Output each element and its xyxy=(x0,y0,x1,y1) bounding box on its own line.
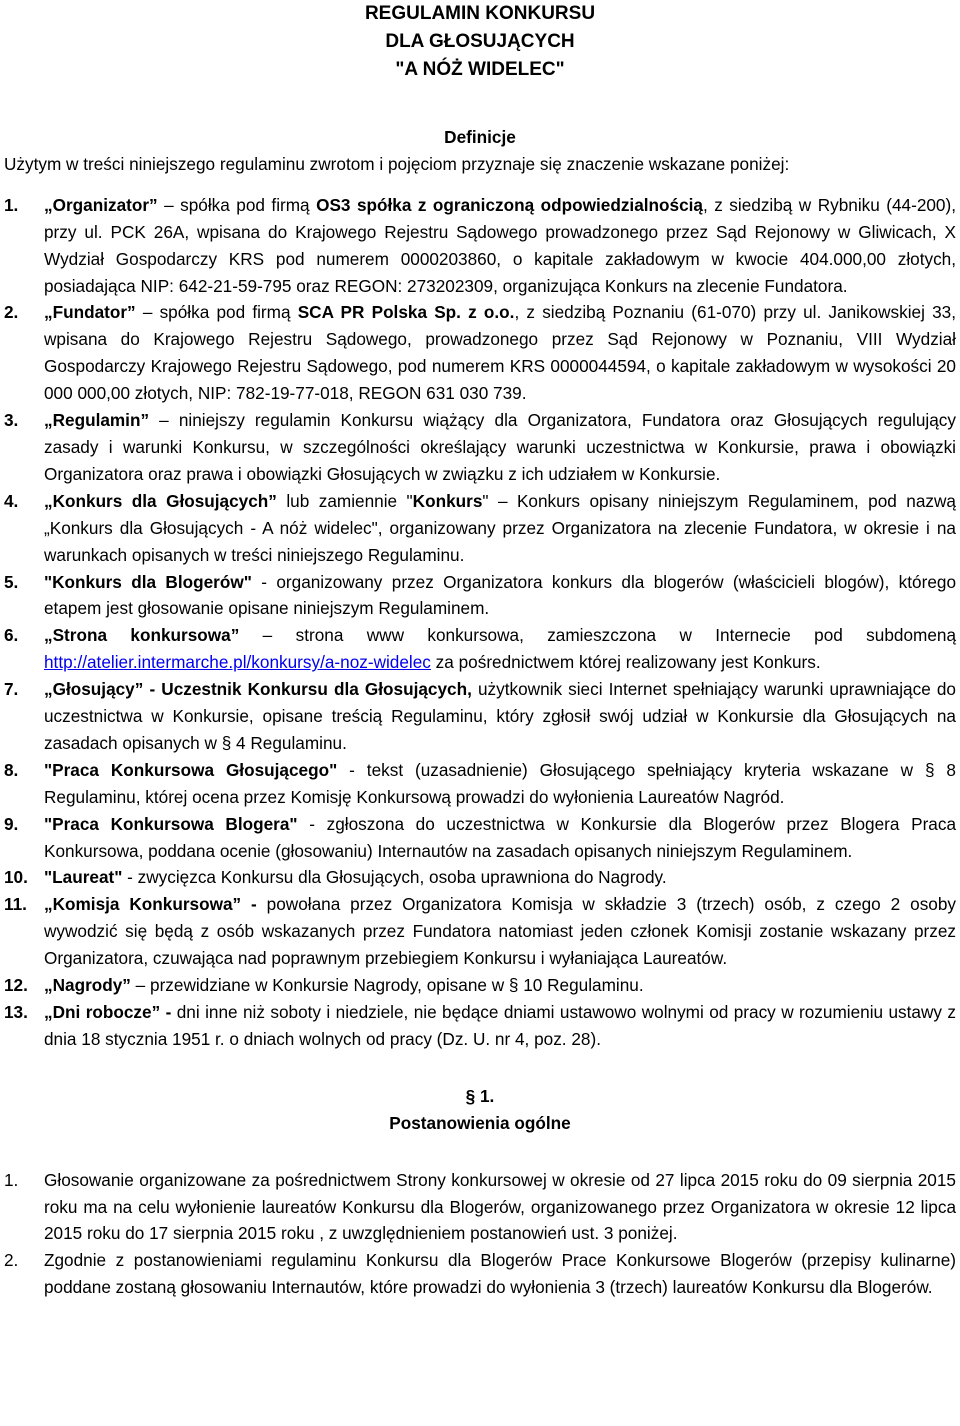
general-provisions-list xyxy=(4,1167,956,1302)
title-line-1: REGULAMIN KONKURSU xyxy=(364,3,596,24)
definition-term: „Organizator” xyxy=(44,194,158,215)
item-number: 8. xyxy=(4,759,19,780)
item-number: 6. xyxy=(4,625,19,646)
definitions-list xyxy=(4,192,956,1053)
title-line-3: "A NÓŻ WIDELEC" xyxy=(395,59,565,80)
item-number: 3. xyxy=(4,410,19,431)
definition-item: 13. „Dni robocze” - dni inne niż soboty i niedziele, nie będące dniami ustawowo wolnymi od pracy w rozumieniu ustawy z dnia 18 stycznia 1951 r. o dniach wolnych od pracy (Dz. U. nr 4, poz. 28). xyxy=(4,999,956,1053)
definition-item: 11. „Komisja Konkursowa” - powołana przez Organizatora Komisja w składzie 3 (trzech) osób, z czego 2 osoby wywodzić się będą z osób wskazanych przez Fundatora natomiast jeden członek Komisji zostanie wskazany przez Organizatora, czuwająca nad poprawnym przebiegiem Konkursu i wyłaniająca Laureatów. xyxy=(4,891,956,972)
provision-item xyxy=(4,1167,956,1248)
provision-item xyxy=(4,1247,956,1301)
definition-item: 5. "Konkurs dla Blogerów" - organizowany przez Organizatora konkurs dla blogerów (właścicieli blogów), którego etapem jest głosowanie opisane niniejszym Regulaminem. xyxy=(4,569,956,623)
item-number: 13. xyxy=(4,1002,28,1022)
definition-term: „Strona konkursowa” xyxy=(44,625,240,646)
contest-page-link[interactable]: http://atelier.intermarche.pl/konkursy/a-noz-widelec xyxy=(44,652,431,673)
definition-term: „Konkurs dla Głosujących” xyxy=(44,490,277,511)
title-line-2: DLA GŁOSUJĄCYCH xyxy=(385,31,575,52)
provision-text: Głosowanie organizowane za pośrednictwem Strony konkursowej w okresie od 27 lipca 2015 roku do 09 sierpnia 2015 roku ma na celu wyłonienie laureatów Konkursu dla Blogerów, organizowanego przez Organizatora w okresie 12 lipca 2015 roku do 17 sierpnia 2015 roku , z uwzględnieniem postanowień ust. 3 poniżej. xyxy=(44,1169,956,1244)
item-number: 9. xyxy=(4,813,19,834)
definition-item: 4. „Konkurs dla Głosujących” lub zamiennie "Konkurs" – Konkurs opisany niniejszym Regulaminem, pod nazwą „Konkurs dla Głosujących - A nóż widelec", organizowany przez Organizatora na zlecenie Fundatora, w okresie i na warunkach opisanych w treści niniejszego Regulaminu. xyxy=(4,488,956,569)
definitions-heading: Definicje xyxy=(444,127,516,147)
item-number: 10. xyxy=(4,867,28,888)
definition-item: 12. „Nagrody” – przewidziane w Konkursie Nagrody, opisane w § 10 Regulaminu. xyxy=(4,972,956,999)
definition-item: 1. „Organizator” – spółka pod firmą OS3 spółka z ograniczoną odpowiedzialnością, z siedzibą w Rybniku (44-200), przy ul. PCK 26A, wpisana do Krajowego Rejestru Sądowego prowadzonego przez Sąd Rejonowy w Gliwicach, X Wydział Gospodarczy KRS pod numerem 0000203860, o kapitale zakładowym w kwocie 404.000,00 złotych, posiadająca NIP: 642-21-59-795 oraz REGON: 273202309, organizująca Konkurs na zlecenie Fundatora. xyxy=(4,192,956,300)
definition-term: „Nagrody” xyxy=(44,975,131,996)
item-number: 1. xyxy=(4,1169,19,1190)
item-number: 4. xyxy=(4,490,19,511)
item-number: 12. xyxy=(4,975,28,996)
provision-text: Zgodnie z postanowieniami regulaminu Konkursu dla Blogerów Prace Konkursowe Blogerów (przepisy kulinarne) poddane zostaną głosowaniu Internautów, które prowadzi do wyłonienia 3 (trzech) laureatów Konkursu dla Blogerów. xyxy=(44,1250,956,1298)
definition-term: „Fundator” xyxy=(44,302,136,323)
definition-term: "Laureat" xyxy=(44,867,123,888)
definition-item: 6. „Strona konkursowa” – strona www konkursowa, zamieszczona w Internecie pod subdomeną http://atelier.intermarche.pl/konkursy/a-noz-widelec za pośrednictwem której realizowany jest Konkurs. xyxy=(4,622,956,676)
definition-item: 8. "Praca Konkursowa Głosującego" - tekst (uzasadnienie) Głosującego spełniający kryteria wskazane w § 8 Regulaminu, której ocena przez Komisję Konkursową prowadzi do wyłonienia Laureatów Nagród. xyxy=(4,757,956,811)
definition-term: „Komisja Konkursowa” - xyxy=(44,894,257,915)
definition-term: „Regulamin” xyxy=(44,410,150,431)
definitions-intro: Użytym w treści niniejszego regulaminu zwrotom i pojęciom przyznaje się znaczenie wskazane poniżej: xyxy=(4,153,790,174)
definition-term: "Praca Konkursowa Blogera" xyxy=(44,813,298,834)
definition-item: 7. „Głosujący” - Uczestnik Konkursu dla Głosujących, użytkownik sieci Internet spełniający warunki uprawniające do uczestnictwa w Konkursie, opisane treścią Regulaminu, który zgłosił swój udział w Konkursie dla Głosujących na zasadach opisanych w § 4 Regulaminu. xyxy=(4,676,956,757)
section-heading: Postanowienia ogólne xyxy=(389,1112,571,1133)
definition-item: 9. "Praca Konkursowa Blogera" - zgłoszona do uczestnictwa w Konkursie dla Blogerów przez Blogera Praca Konkursowa, poddana ocenie (głosowaniu) Internautów na zasadach opisanych niniejszym Regulaminem. xyxy=(4,811,956,865)
definition-item: 3. „Regulamin” – niniejszy regulamin Konkursu wiążący dla Organizatora, Fundatora oraz Głosujących regulujący zasady i warunki Konkursu, w szczególności określający warunki uczestnictwa w Konkursie, prawa i obowiązki Organizatora oraz prawa i obowiązki Głosujących w związku z ich udziałem w Konkursie. xyxy=(4,407,956,488)
definition-term: „Dni robocze” - xyxy=(44,1002,172,1022)
definition-term: „Głosujący” - Uczestnik Konkursu dla Głosujących, xyxy=(44,679,472,700)
item-number: 2. xyxy=(4,302,19,323)
definition-item: 2. „Fundator” – spółka pod firmą SCA PR Polska Sp. z o.o., z siedzibą Poznaniu (61-070) przy ul. Janikowskiej 33, wpisana do Krajowego Rejestru Sądowego, prowadzonego przez Sąd Rejonowy w Poznaniu, VIII Wydział Gospodarczy Krajowego Rejestru Sądowego, pod numerem KRS 0000044594, o kapitale zakładowym w wysokości 20 000 000,00 złotych, NIP: 782-19-77-018, REGON 631 030 739. xyxy=(4,299,956,407)
definition-item: 10. "Laureat" - zwycięzca Konkursu dla Głosujących, osoba uprawniona do Nagrody. xyxy=(4,864,956,891)
item-number: 1. xyxy=(4,194,19,215)
document-title xyxy=(4,0,956,84)
item-number: 5. xyxy=(4,571,19,592)
definition-term: "Konkurs dla Blogerów" xyxy=(44,571,252,592)
item-number: 2. xyxy=(4,1250,19,1271)
section-symbol: § 1. xyxy=(465,1085,495,1106)
item-number: 11. xyxy=(4,894,27,915)
definition-term: "Praca Konkursowa Głosującego" xyxy=(44,759,338,780)
item-number: 7. xyxy=(4,679,19,700)
